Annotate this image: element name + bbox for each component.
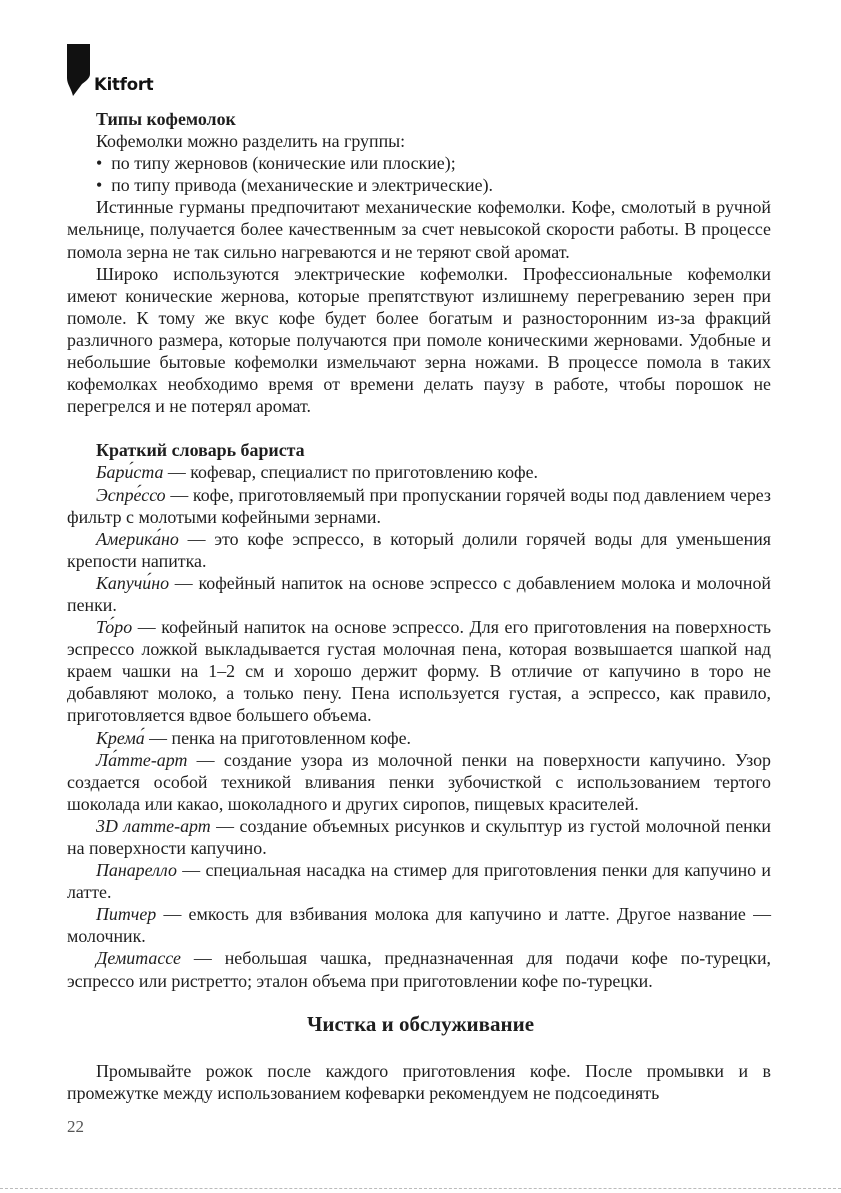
glossary-heading: Краткий словарь бариста bbox=[96, 440, 305, 461]
glossary-entry bbox=[67, 815, 771, 859]
glossary-entry bbox=[67, 572, 771, 616]
glossary-entry bbox=[67, 616, 771, 726]
bullet-text: по типу привода (механические и электрические). bbox=[111, 175, 493, 196]
glossary-term: Демитассе bbox=[96, 948, 181, 969]
kitfort-logo bbox=[67, 44, 187, 104]
glossary-term: Америка́но bbox=[96, 528, 179, 549]
glossary-entry bbox=[67, 947, 771, 991]
glossary-definition: — это кофе эспрессо, в который долили горячей воды для уменьшения крепости напитка. bbox=[67, 528, 771, 571]
bullet-item: • по типу привода (механические и электрические). bbox=[96, 175, 493, 196]
bullet-text: по типу жерновов (конические или плоские); bbox=[111, 153, 456, 174]
glossary-entry bbox=[67, 727, 771, 749]
glossary-definition: — создание объемных рисунков и скульптур из густой молочной пенки на поверхности капучино. bbox=[67, 815, 771, 858]
types-heading: Типы кофемолок bbox=[96, 109, 236, 129]
glossary-term: 3D латте-арт bbox=[96, 815, 211, 836]
glossary-definition: — емкость для взбивания молока для капучино и латте. Другое название — молочник. bbox=[67, 904, 771, 947]
glossary-term: Панарелло bbox=[96, 860, 177, 881]
cleaning-paragraph: Промывайте рожок после каждого приготовления кофе. После промывки и в промежутке между использованием кофеварки рекомендуем не подсоединять bbox=[67, 1061, 771, 1104]
glossary-definition: — пенка на приготовленном кофе. bbox=[144, 727, 412, 748]
glossary-term: Питчер bbox=[96, 904, 157, 925]
page-bottom-divider bbox=[0, 1188, 841, 1189]
types-paragraph: Широко используются электрические кофемолки. Профессиональные кофемолки имеют конические жернова, которые препятствуют излишнему перегреванию зерен при помоле. К тому же вкус кофе будет более богатым и разносторонним из-за фракций различного размера, которые получаются при помоле коническими жерновами. Удобные и небольшие бытовые кофемолки измельчают зерна ножами. В процессе помола в таких кофемолках необходимо время от времени делать паузу в работе, чтобы порошок не перегрелся и не потерял аромат. bbox=[67, 263, 771, 417]
glossary-definition: — кофейный напиток на основе эспрессо с добавлением молока и молочной пенки. bbox=[67, 572, 771, 615]
glossary-term: То́ро bbox=[96, 617, 133, 638]
cleaning-section-title: Чистка и обслуживание bbox=[306, 1012, 535, 1036]
glossary-definition: — кофейный напиток на основе эспрессо. Для его приготовления на поверхность эспрессо ложкой выкладывается густая молочная пена, которая возвышается шапкой над краем чашки на 1–2 см и хорошо держит форму. В отличие от капучино в торо не добавляют молоко, а только пену. Пена используется густая, а эспрессо, как правило, приготовляется вдвое большего объема. bbox=[67, 617, 771, 726]
glossary-definition: — кофевар, специалист по приготовлению кофе. bbox=[163, 462, 539, 483]
glossary-entry bbox=[67, 749, 771, 815]
glossary-term: Капучи́но bbox=[96, 572, 170, 593]
bullet-item: • по типу жерновов (конические или плоские); bbox=[96, 153, 456, 174]
glossary-entry bbox=[67, 461, 771, 483]
page-number: 22 bbox=[67, 1117, 84, 1136]
types-paragraph: Истинные гурманы предпочитают механические кофемолки. Кофе, смолотый в ручной мельнице, получается более качественным за счет невысокой скорости работы. В процессе помола зерна не так сильно нагреваются и не теряют свой аромат. bbox=[67, 197, 771, 262]
glossary-definition: — специальная насадка на стимер для приготовления пенки для капучино и латте. bbox=[67, 860, 771, 903]
glossary-entry bbox=[67, 903, 771, 947]
glossary-term: Эспре́ссо bbox=[96, 484, 166, 505]
glossary-definition: — небольшая чашка, предназначенная для подачи кофе по-турецки, эспрессо или ристретто; эталон объема при приготовлении кофе по-турецки. bbox=[67, 948, 771, 991]
cleaning-content bbox=[67, 1060, 771, 1104]
glossary-term: Бари́ста bbox=[96, 462, 164, 483]
glossary-term: Крема́ bbox=[96, 727, 145, 748]
types-intro: Кофемолки можно разделить на группы: bbox=[96, 131, 406, 152]
glossary-entry bbox=[67, 484, 771, 528]
glossary-definition: — создание узора из молочной пенки на поверхности капучино. Узор создается особой техникой вливания пенки зубочисткой с использованием тертого шоколада или какао, шоколадного и других сиропов, пищевых красителей. bbox=[67, 749, 771, 814]
main-content bbox=[67, 108, 771, 992]
glossary-entry bbox=[67, 528, 771, 572]
brand-name: Kitfort bbox=[94, 75, 154, 94]
glossary-entry bbox=[67, 859, 771, 903]
glossary-term: Ла́тте-арт bbox=[96, 749, 188, 770]
glossary-definition: — кофе, приготовляемый при пропускании горячей воды под давлением через фильтр с молотыми кофейными зернами. bbox=[67, 484, 771, 527]
kitfort-logo-mark-icon bbox=[67, 44, 90, 96]
